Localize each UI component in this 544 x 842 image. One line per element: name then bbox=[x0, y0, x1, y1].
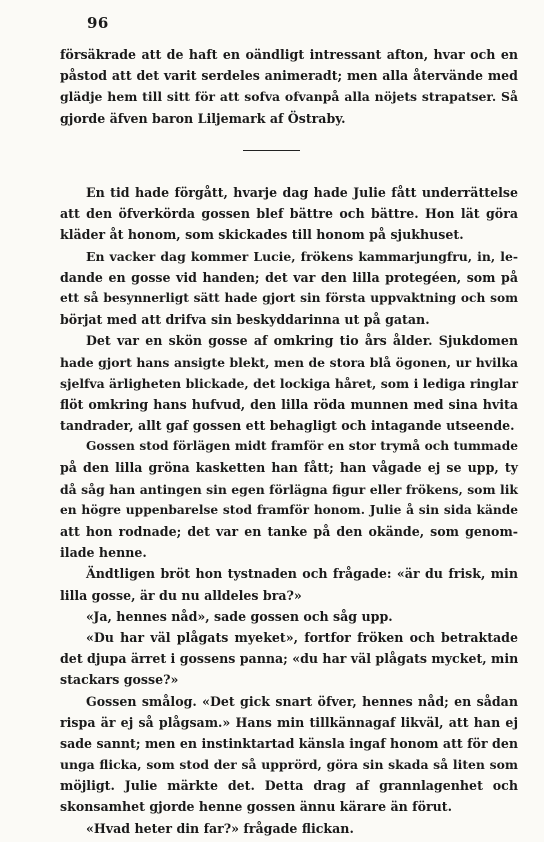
text-line: rispa är ej så plågsam.» Hans min tillkännagaf likväl, att han ej bbox=[60, 714, 518, 730]
text-line: försäkrade att de haft en oändligt intressant afton, hvar och en bbox=[60, 47, 518, 62]
text-line: tandrader, allt gaf gossen ett behagligt och intagande utseende. bbox=[60, 418, 515, 434]
text-line: «Du har väl plågats myeket», fortfor fröken och betraktade bbox=[86, 629, 518, 645]
text-line: dande en gosse vid handen; det var den lilla protegéen, som på bbox=[60, 269, 518, 285]
text-line: En vacker dag kommer Lucie, frökens kammarjungfru, in, le- bbox=[86, 248, 518, 264]
text-line: Gossen stod förlägen midt framför en stor trymå och tummade bbox=[86, 439, 518, 454]
section-text bbox=[60, 182, 518, 839]
text-line: glädje hem till sitt för att sofva ofvanpå alla nöjets strapatser. Så bbox=[60, 89, 518, 105]
paragraph-continuation bbox=[60, 44, 518, 129]
text-line: på den lilla gröna kasketten han fått; han vågade ej se upp, ty bbox=[60, 460, 518, 476]
text-line: en högre uppenbarelse stod framför honom. Julie å sin sida kände bbox=[60, 502, 518, 517]
text-line: möjligt. Julie märkte det. Detta drag af grannlagenhet och bbox=[60, 778, 518, 794]
text-line: hade gjort hans ansigte blekt, men de stora blå ögonen, ur hvilka bbox=[60, 354, 518, 370]
text-line: Det var en skön gosse af omkring tio års ålder. Sjukdomen bbox=[86, 333, 518, 349]
text-line: Gossen smålog. «Det gick snart öfver, hennes nåd; en sådan bbox=[86, 693, 518, 709]
text-line: «Hvad heter din far?» frågade flickan. bbox=[86, 820, 354, 836]
text-line: då såg han antingen sin egen förlägna figur eller frökens, som lik bbox=[60, 481, 518, 497]
section-divider bbox=[243, 150, 300, 151]
text-line: det djupa ärret i gossens panna; «du har väl plågats mycket, min bbox=[60, 651, 519, 667]
text-line: Ändtligen bröt hon tystnaden och frågade: «är du frisk, min bbox=[86, 566, 518, 582]
text-line: sjelfva ärligheten blickade, det lockiga håret, som i lediga ringlar bbox=[60, 375, 518, 391]
text-line: att hon rodnade; det var en tanke på den okände, som genom- bbox=[60, 524, 518, 539]
text-line: unga flicka, som stod der så upprörd, göra sin skada så liten som bbox=[60, 757, 518, 773]
text-line: påstod att det varit serdeles animeradt; men alla återvände med bbox=[60, 68, 518, 84]
text-line: lilla gosse, är du nu alldeles bra?» bbox=[60, 587, 302, 603]
text-line: börjat med att drifva sin beskyddarinna ut på gatan. bbox=[60, 312, 430, 328]
text-line: kläder åt honom, som skickades till honom på sjukhuset. bbox=[60, 227, 464, 243]
text-line: ilade henne. bbox=[60, 545, 147, 561]
text-line: «Ja, hennes nåd», sade gossen och såg upp. bbox=[86, 608, 393, 624]
text-line: stackars gosse?» bbox=[60, 672, 179, 688]
text-line: En tid hade förgått, hvarje dag hade Julie fått underrättelse bbox=[86, 185, 518, 200]
text-line: att den öfverkörda gossen blef bättre och bättre. Hon lät göra bbox=[60, 206, 518, 222]
text-line: skonsamhet gjorde henne gossen ännu kärare än förut. bbox=[60, 799, 452, 815]
text-line: ett så besynnerligt sätt hade gjort sin första uppvaktning och som bbox=[60, 290, 518, 305]
text-line: gjorde äfven baron Liljemark af Östraby. bbox=[60, 110, 346, 126]
text-line: sade sannt; men en instinktartad känsla ingaf honom att för den bbox=[60, 735, 518, 751]
text-line: flöt omkring hans hufvud, den lilla röda munnen med sina hvita bbox=[60, 396, 518, 412]
page-number: 96 bbox=[87, 14, 109, 32]
